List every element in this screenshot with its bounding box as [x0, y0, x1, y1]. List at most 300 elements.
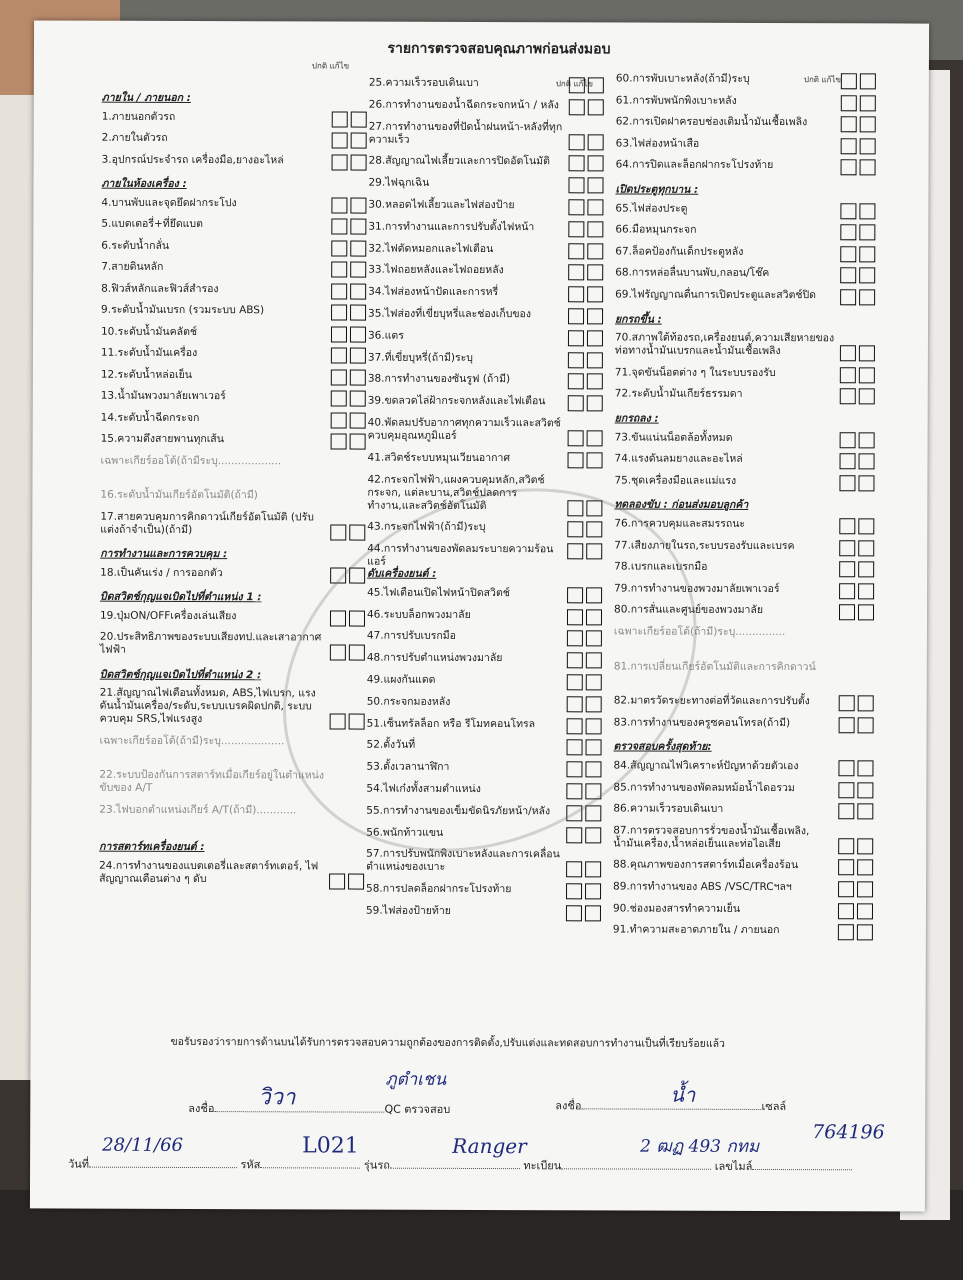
- checklist-item-label: 48.การปรับตำแหน่งพวงมาลัย: [366, 651, 503, 665]
- checkbox-pair: [332, 132, 372, 148]
- checklist-item-label: 66.มือหมุนกระจก: [615, 223, 697, 236]
- checklist-item: [368, 307, 608, 321]
- col2-header: ปกติ แก้ไข: [555, 79, 594, 89]
- checklist-item-label: 39.ขดลวดไล่ฝ้ากระจกหลังและไฟเตือน: [367, 394, 546, 408]
- normal-checkbox[interactable]: [839, 475, 855, 491]
- checklist-item-label: เฉพาะเกียร์ออโต้(ถ้ามีระบุ...................: [100, 454, 282, 467]
- normal-checkbox[interactable]: [839, 561, 855, 577]
- fix-checkbox[interactable]: [587, 430, 603, 446]
- sheet-title: รายการตรวจสอบคุณภาพก่อนส่งมอบ: [387, 40, 611, 58]
- fix-checkbox[interactable]: [350, 197, 366, 213]
- checkbox-pair: [568, 177, 608, 193]
- checkbox-pair: [331, 390, 371, 406]
- checklist-item: [612, 902, 878, 915]
- section-heading: ภายในห้องเครื่อง :: [101, 177, 187, 190]
- section-heading: ทดลองขับ : ก่อนส่งมอบลูกค้า: [614, 498, 749, 512]
- sign-label-sales: ลงชื่อ: [555, 1099, 582, 1113]
- checklist-item-label: 20.ประสิทธิภาพของระบบเสียงทป.และเสาอากาศไฟฟ้า: [99, 630, 322, 656]
- checklist-item-label: 43.กระจกไฟฟ้า(ถ้ามี)ระบุ: [367, 520, 486, 534]
- fix-checkbox[interactable]: [585, 905, 601, 921]
- checklist-item-label: 69.ไฟรัญญาณตื่นการเปิดประตูและสวิตช์ปิด: [615, 288, 817, 302]
- normal-checkbox[interactable]: [332, 154, 348, 170]
- fix-checkbox[interactable]: [349, 524, 365, 540]
- checkbox-pair: [331, 369, 371, 385]
- checklist-item: [366, 882, 606, 896]
- fix-checkbox[interactable]: [859, 454, 875, 470]
- fix-checkbox[interactable]: [858, 605, 874, 621]
- checklist-item-label: 59.ไฟส่องป้ายท้าย: [365, 904, 451, 917]
- normal-checkbox[interactable]: [840, 224, 856, 240]
- checklist-item-label: 34.ไฟส่องหน้าปัดและการหรี่: [368, 285, 499, 299]
- fix-checkbox[interactable]: [587, 243, 603, 259]
- normal-checkbox[interactable]: [331, 304, 347, 320]
- fix-checkbox[interactable]: [857, 925, 873, 941]
- fix-checkbox[interactable]: [858, 562, 874, 578]
- checklist-item-label: 41.สวิตช์ระบบหมุนเวียนอากาศ: [367, 451, 511, 464]
- normal-checkbox[interactable]: [330, 524, 346, 540]
- checklist-item: [614, 517, 879, 530]
- checklist-item: [101, 217, 371, 231]
- col3-header: ปกติ แก้ไข: [803, 75, 842, 85]
- normal-checkbox[interactable]: [839, 695, 855, 711]
- fix-checkbox[interactable]: [860, 138, 876, 154]
- normal-checkbox[interactable]: [838, 838, 854, 854]
- normal-checkbox[interactable]: [331, 390, 347, 406]
- normal-checkbox[interactable]: [838, 903, 854, 919]
- checklist-item: [101, 282, 371, 295]
- normal-checkbox[interactable]: [840, 453, 856, 469]
- checklist-item-label: 85.การทำงานของพัดลมหม้อน้ำไดอรวม: [613, 781, 795, 794]
- model-label: รุ่นรถ: [363, 1158, 390, 1172]
- code-label: รหัส: [240, 1158, 261, 1172]
- checklist-item-label: 51.เซ็นทรัลล็อก หรือ รีโมทคอนโทรล: [366, 717, 536, 730]
- checklist-item: [367, 329, 608, 342]
- checkbox-pair: [839, 561, 879, 577]
- normal-checkbox[interactable]: [566, 883, 582, 899]
- checklist-item: [614, 366, 880, 379]
- checkbox-pair: [568, 199, 608, 215]
- checkbox-pair: [840, 367, 880, 383]
- checklist-item: [613, 781, 878, 794]
- checkbox-pair: [566, 905, 606, 921]
- fix-checkbox[interactable]: [351, 111, 367, 127]
- fix-checkbox[interactable]: [351, 133, 367, 149]
- checklist-item-label: 64.การปิดและล็อกฝากระโปรงท้าย: [615, 158, 774, 172]
- normal-checkbox[interactable]: [568, 221, 584, 237]
- normal-checkbox[interactable]: [568, 286, 584, 302]
- fix-checkbox[interactable]: [857, 804, 873, 820]
- normal-checkbox[interactable]: [838, 860, 854, 876]
- checklist-item-label: 91.ทำความสะอาดภายใน / ภายนอก: [612, 923, 780, 937]
- checklist-item-label: 4.บานพับและจุดยึดฝากระโปง: [101, 196, 237, 209]
- normal-checkbox[interactable]: [568, 199, 584, 215]
- fix-checkbox[interactable]: [859, 389, 875, 405]
- hw-registration: 2 ฒฏ 493 กทม: [640, 1136, 760, 1157]
- checklist-item: [614, 431, 880, 444]
- normal-checkbox[interactable]: [331, 283, 347, 299]
- qc-handwritten-name: วิวา: [258, 1085, 296, 1111]
- normal-checkbox[interactable]: [569, 99, 585, 115]
- fix-checkbox[interactable]: [350, 305, 366, 321]
- checkbox-pair: [568, 452, 608, 468]
- checkbox-pair: [568, 352, 608, 368]
- fix-checkbox[interactable]: [587, 374, 603, 390]
- checklist-item: [368, 220, 608, 233]
- checklist-item-label: 90.ช่องมองสารทำความเย็น: [612, 902, 741, 915]
- fix-checkbox[interactable]: [350, 262, 366, 278]
- fix-checkbox[interactable]: [587, 396, 603, 412]
- checklist-item: [101, 239, 371, 252]
- normal-checkbox[interactable]: [331, 197, 347, 213]
- fix-checkbox[interactable]: [857, 881, 873, 897]
- checklist-item: [615, 137, 881, 150]
- checkbox-pair: [332, 154, 372, 170]
- fix-checkbox[interactable]: [350, 326, 366, 342]
- fix-checkbox[interactable]: [350, 434, 366, 450]
- checklist-item-label: 1.ภายนอกตัวรถ: [101, 110, 176, 123]
- checklist-item-label: เฉพาะเกียร์ออโต้(ถ้ามี)ระบุ...................: [99, 734, 285, 747]
- normal-checkbox[interactable]: [566, 905, 582, 921]
- checklist-item: [615, 288, 880, 302]
- checklist-item: [613, 802, 878, 816]
- checklist-item-label: 26.การทำงานของน้ำฉีดกระจกหน้า / หลัง: [368, 98, 559, 112]
- checklist-item-label: 82.มาตรวัดระยะทางต่อที่วัดและการปรับตั้ง: [613, 694, 810, 708]
- checkbox-pair: [331, 412, 371, 428]
- normal-checkbox[interactable]: [568, 395, 584, 411]
- fix-checkbox[interactable]: [857, 903, 873, 919]
- checklist-item-label: 50.กระจกมองหลัง: [366, 695, 451, 708]
- checkbox-pair: [568, 286, 608, 302]
- normal-checkbox[interactable]: [841, 73, 857, 89]
- normal-checkbox[interactable]: [840, 246, 856, 262]
- checklist-item-label: 5.แบตเตอรี่+ที่ยึดแบต: [101, 217, 203, 231]
- checklist-item: [615, 94, 881, 107]
- checklist-item-label: 33.ไฟถอยหลังและไฟถอยหลัง: [368, 264, 504, 277]
- checklist-item-label: 83.การทำงานของครูซคอนโทรล(ถ้ามี): [613, 716, 791, 729]
- checkbox-pair: [840, 389, 880, 405]
- fix-checkbox[interactable]: [350, 240, 366, 256]
- fix-checkbox[interactable]: [858, 696, 874, 712]
- checklist-item: [101, 153, 372, 166]
- fix-checkbox[interactable]: [860, 117, 876, 133]
- fix-checkbox[interactable]: [350, 369, 366, 385]
- fix-checkbox[interactable]: [588, 99, 604, 115]
- checklist-item: [614, 474, 879, 487]
- checkbox-pair: [331, 197, 371, 213]
- checkbox-pair: [841, 95, 881, 111]
- checklist-item: [615, 245, 880, 258]
- checklist-item: [368, 120, 609, 146]
- fix-checkbox[interactable]: [351, 154, 367, 170]
- checklist-item: [614, 331, 880, 358]
- normal-checkbox[interactable]: [839, 717, 855, 733]
- section-heading: ดับเครื่องยนต์ :: [367, 567, 437, 580]
- checklist-item-label: 70.สภาพใต้ท้องรถ,เครื่องยนต์,ความเสียหายของท่อทางน้ำมันเบรกและน้ำมันเชื้อเพลิง: [614, 331, 835, 358]
- fix-checkbox[interactable]: [587, 308, 603, 324]
- normal-checkbox[interactable]: [332, 132, 348, 148]
- normal-checkbox[interactable]: [568, 352, 584, 368]
- checklist-item-label: 23.ไฟบอกตำแหน่งเกียร์ A/T(ถ้ามี)............: [99, 803, 297, 816]
- checkbox-pair: [838, 838, 878, 854]
- checklist-item-label: 40.พัดลมปรับอากาศทุกความเร็วและสวิตช์ควบคุมอุณหภูมิแอร์: [367, 416, 561, 442]
- checklist-item: [613, 858, 878, 872]
- checklist-item: [101, 260, 371, 273]
- normal-checkbox[interactable]: [331, 369, 347, 385]
- hw-code: L021: [302, 1133, 359, 1159]
- checkbox-pair: [569, 99, 609, 115]
- checklist-item-label: 16.ระดับน้ำมันเกียร์อัตโนมัติ(ถ้ามี): [100, 488, 258, 502]
- checklist-item-label: 60.การพับเบาะหลัง(ถ้ามี)ระบุ: [615, 72, 750, 85]
- checkbox-pair: [838, 760, 878, 776]
- checklist-item-label: 24.การทำงานของแบตเตอรี่และสตาร์ทเตอร์, ไฟสัญญาณเตือนต่าง ๆ ดับ: [99, 859, 319, 885]
- fix-checkbox[interactable]: [859, 203, 875, 219]
- checklist-item-label: 73.ขันแน่นน็อตล้อทั้งหมด: [614, 431, 733, 444]
- normal-checkbox[interactable]: [839, 518, 855, 534]
- checkbox-pair: [330, 524, 370, 540]
- checklist-item-label: 80.การสั่นและศูนย์ของพวงมาลัย: [614, 603, 764, 617]
- checklist-item-label: เฉพาะเกียร์ออโต้(ถ้ามี)ระบุ...............: [613, 625, 786, 639]
- normal-checkbox[interactable]: [568, 330, 584, 346]
- fix-checkbox[interactable]: [587, 178, 603, 194]
- checkbox-pair: [838, 903, 878, 919]
- normal-checkbox[interactable]: [568, 265, 584, 281]
- sales-label: เซลล์: [761, 1099, 787, 1114]
- checklist-item-label: 63.ไฟส่องหน้าเสือ: [615, 137, 700, 150]
- reg-label: ทะเบียน: [523, 1159, 562, 1173]
- sales-handwritten-name: น้ำ: [670, 1082, 696, 1107]
- checklist-item: [615, 223, 880, 236]
- normal-checkbox[interactable]: [566, 862, 582, 878]
- checklist-item: [367, 372, 608, 386]
- fix-checkbox[interactable]: [588, 156, 604, 172]
- normal-checkbox[interactable]: [568, 177, 584, 193]
- checklist-item-label: 54.ไฟเก๋งทั้งสามตำแหน่ง: [366, 782, 481, 796]
- normal-checkbox[interactable]: [331, 261, 347, 277]
- fix-checkbox[interactable]: [859, 367, 875, 383]
- checklist-item-label: 8.ฟิวส์หลักและฟิวส์สำรอง: [101, 282, 219, 295]
- normal-checkbox[interactable]: [840, 345, 856, 361]
- checklist-item-label: 17.สายควบคุมการคิกดาวน์เกียร์อัตโนมัติ (ปรับแต่งถ้าจำเป็น)(ถ้ามี): [100, 510, 314, 536]
- normal-checkbox[interactable]: [569, 77, 585, 93]
- checkbox-pair: [838, 924, 878, 940]
- checkbox-pair: [568, 430, 608, 446]
- fix-checkbox[interactable]: [587, 221, 603, 237]
- checklist-item-label: 53.ตั้งเวลานาฬิกา: [366, 760, 450, 774]
- section-heading: ตรวจสอบครั้งสุดท้าย:: [613, 740, 712, 754]
- fix-checkbox[interactable]: [588, 77, 604, 93]
- fix-checkbox[interactable]: [858, 583, 874, 599]
- normal-checkbox[interactable]: [841, 160, 857, 176]
- normal-checkbox[interactable]: [331, 240, 347, 256]
- checklist-item-label: 38.การทำงานของซันรูฟ (ถ้ามี): [367, 372, 511, 386]
- checklist-item-label: 27.การทำงานของที่ปัดน้ำฝนหน้า-หลังที่ทุกความเร็ว: [368, 120, 563, 146]
- checkbox-pair: [569, 156, 609, 172]
- normal-checkbox[interactable]: [568, 308, 584, 324]
- fix-checkbox[interactable]: [858, 518, 874, 534]
- checklist-item: [613, 824, 878, 850]
- checklist-item-label: 58.การปลดล็อกฝากระโปรงท้าย: [366, 882, 512, 896]
- checklist-item-label: 84.สัญญาณไฟวิเคราะห์ปัญหาด้วยตัวเอง: [613, 759, 799, 773]
- checkbox-pair: [331, 240, 371, 256]
- inspection-sheet: [30, 20, 929, 1211]
- normal-checkbox[interactable]: [840, 203, 856, 219]
- fix-checkbox[interactable]: [350, 283, 366, 299]
- checklist-item-label: 44.การทำงานของพัดลมระบายความร้อนแอร์: [367, 542, 554, 568]
- checkbox-pair: [839, 583, 879, 599]
- column-1: [99, 89, 372, 885]
- normal-checkbox[interactable]: [568, 374, 584, 390]
- fix-checkbox[interactable]: [350, 391, 366, 407]
- fix-checkbox[interactable]: [857, 782, 873, 798]
- normal-checkbox[interactable]: [839, 605, 855, 621]
- fix-checkbox[interactable]: [860, 73, 876, 89]
- fix-checkbox[interactable]: [858, 540, 874, 556]
- checklist-item-label: 37.ที่เขี่ยบุหรี่(ถ้ามี)ระบุ: [367, 351, 474, 364]
- normal-checkbox[interactable]: [568, 430, 584, 446]
- normal-checkbox[interactable]: [841, 95, 857, 111]
- normal-checkbox[interactable]: [332, 111, 348, 127]
- checklist-item: [367, 473, 607, 512]
- normal-checkbox[interactable]: [568, 452, 584, 468]
- normal-checkbox[interactable]: [840, 268, 856, 284]
- hw-model: Ranger: [452, 1133, 527, 1159]
- checklist-item: [368, 176, 609, 190]
- fix-checkbox[interactable]: [588, 134, 604, 150]
- checklist-item: [101, 131, 372, 144]
- normal-checkbox[interactable]: [840, 389, 856, 405]
- checklist-item: [615, 115, 881, 129]
- checkbox-pair: [840, 224, 880, 240]
- checklist-item-label: 30.หลอดไฟเลี้ยวและไฟส่องป้าย: [368, 198, 515, 212]
- fix-checkbox[interactable]: [585, 884, 601, 900]
- checklist-item: [615, 158, 881, 172]
- checklist-item: [100, 566, 370, 579]
- fix-checkbox[interactable]: [858, 475, 874, 491]
- fix-checkbox[interactable]: [859, 268, 875, 284]
- fix-checkbox[interactable]: [587, 452, 603, 468]
- checklist-item: [367, 351, 608, 364]
- fix-checkbox[interactable]: [859, 246, 875, 262]
- normal-checkbox[interactable]: [331, 347, 347, 363]
- normal-checkbox[interactable]: [331, 433, 347, 449]
- fix-checkbox[interactable]: [587, 330, 603, 346]
- checklist-item-label: 36.แตร: [367, 329, 404, 342]
- fix-checkbox[interactable]: [859, 432, 875, 448]
- checklist-item-label: 56.พนักท้าวแขน: [366, 826, 444, 839]
- fix-checkbox[interactable]: [350, 348, 366, 364]
- normal-checkbox[interactable]: [841, 116, 857, 132]
- checkbox-pair: [331, 304, 371, 320]
- checklist-item: [100, 432, 371, 446]
- normal-checkbox[interactable]: [569, 134, 585, 150]
- checkbox-pair: [838, 881, 878, 897]
- checkbox-pair: [331, 218, 371, 234]
- checklist-item: [101, 196, 371, 209]
- qc-signature-line: [188, 1099, 450, 1118]
- normal-checkbox[interactable]: [569, 156, 585, 172]
- checkbox-pair: [838, 782, 878, 798]
- checklist-item-label: 12.ระดับน้ำหล่อเย็น: [100, 368, 192, 381]
- fix-checkbox[interactable]: [859, 289, 875, 305]
- checklist-item: [615, 266, 880, 280]
- normal-checkbox[interactable]: [331, 218, 347, 234]
- checklist-item: [367, 416, 608, 442]
- normal-checkbox[interactable]: [568, 243, 584, 259]
- fix-checkbox[interactable]: [857, 838, 873, 854]
- fix-checkbox[interactable]: [585, 805, 601, 821]
- fix-checkbox[interactable]: [587, 199, 603, 215]
- checkbox-pair: [568, 374, 608, 390]
- checklist-item-label: 32.ไฟตัดหมอกและไฟเตือน: [368, 242, 494, 255]
- normal-checkbox[interactable]: [331, 326, 347, 342]
- checklist-item-label: 87.การตรวจสอบการรั่วของน้ำมันเชื้อเพลิง, น้ำมันเครื่อง,น้ำหล่อเย็นและท่อไอเสีย: [613, 824, 810, 850]
- checklist-item: [614, 387, 880, 401]
- fix-checkbox[interactable]: [587, 352, 603, 368]
- fix-checkbox[interactable]: [857, 860, 873, 876]
- checkbox-pair: [840, 453, 880, 469]
- fix-checkbox[interactable]: [860, 95, 876, 111]
- normal-checkbox[interactable]: [840, 432, 856, 448]
- normal-checkbox[interactable]: [840, 367, 856, 383]
- fix-checkbox[interactable]: [350, 219, 366, 235]
- normal-checkbox[interactable]: [838, 881, 854, 897]
- fix-checkbox[interactable]: [587, 287, 603, 303]
- fix-checkbox[interactable]: [585, 827, 601, 843]
- fix-checkbox[interactable]: [348, 873, 364, 889]
- checklist-item-label: 62.การเปิดฝาครอบช่องเติมน้ำมันเชื้อเพลิง: [615, 115, 808, 129]
- checklist-item-label: 7.สายดินหลัก: [101, 260, 164, 273]
- normal-checkbox[interactable]: [838, 803, 854, 819]
- fix-checkbox[interactable]: [857, 760, 873, 776]
- fix-checkbox[interactable]: [860, 160, 876, 176]
- normal-checkbox[interactable]: [839, 540, 855, 556]
- fix-checkbox[interactable]: [859, 225, 875, 241]
- checklist-item: [101, 110, 372, 123]
- fix-checkbox[interactable]: [350, 412, 366, 428]
- certification-text: ขอรับรองว่ารายการด้านบนได้รับการตรวจสอบความถูกต้องของการติดตั้ง,ปรับแต่งและทดสอบการทำงานเป็นที่เรียบร้อยแล้ว: [170, 1035, 725, 1050]
- checkbox-pair: [840, 268, 880, 284]
- section-heading: การทำงานและการควบคุม :: [100, 547, 228, 561]
- checkbox-pair: [331, 347, 371, 363]
- fix-checkbox[interactable]: [859, 346, 875, 362]
- fix-checkbox[interactable]: [585, 862, 601, 878]
- normal-checkbox[interactable]: [838, 760, 854, 776]
- checkbox-pair: [566, 862, 606, 878]
- checkbox-pair: [839, 475, 879, 491]
- checkbox-pair: [838, 803, 878, 819]
- fix-checkbox[interactable]: [587, 265, 603, 281]
- normal-checkbox[interactable]: [838, 924, 854, 940]
- normal-checkbox[interactable]: [331, 412, 347, 428]
- checklist-item-label: 52.ตั้งวันที่: [366, 738, 416, 752]
- checklist-item: [368, 264, 608, 277]
- checklist-item: [100, 368, 371, 381]
- normal-checkbox[interactable]: [329, 873, 345, 889]
- checkbox-pair: [840, 203, 880, 219]
- checklist-item-label: 49.แผงกันแดด: [366, 673, 436, 686]
- normal-checkbox[interactable]: [566, 827, 582, 843]
- normal-checkbox[interactable]: [840, 289, 856, 305]
- normal-checkbox[interactable]: [838, 782, 854, 798]
- normal-checkbox[interactable]: [839, 583, 855, 599]
- checkbox-pair: [840, 345, 880, 361]
- checkbox-pair: [839, 695, 879, 711]
- checkbox-pair: [840, 246, 880, 262]
- checkbox-pair: [568, 221, 608, 237]
- fix-checkbox[interactable]: [858, 717, 874, 733]
- checklist-item-label: 65.ไฟส่องประตู: [615, 202, 688, 215]
- normal-checkbox[interactable]: [841, 138, 857, 154]
